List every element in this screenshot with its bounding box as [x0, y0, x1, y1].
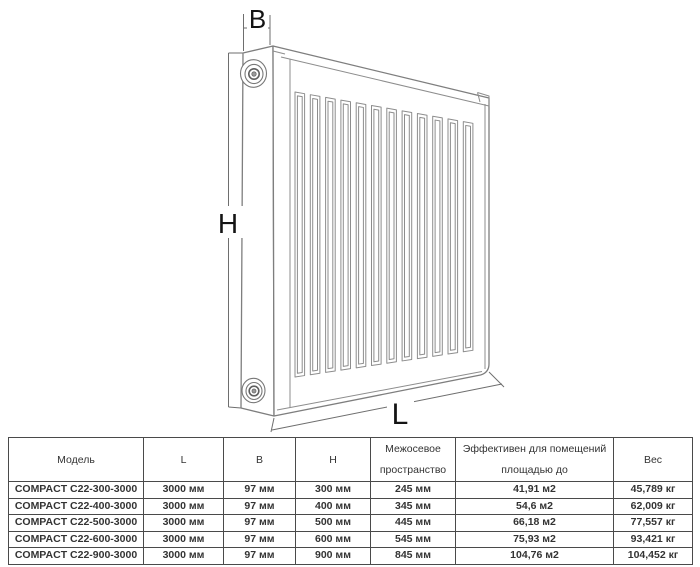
- radiator-fin: [420, 117, 425, 355]
- cell-model: COMPACT C22-500-3000: [9, 515, 144, 532]
- depth-dimension-label: B: [248, 4, 267, 34]
- cell-axial: 845 мм: [371, 548, 456, 565]
- cell-model: COMPACT C22-400-3000: [9, 498, 144, 515]
- column-header-length: L: [144, 438, 224, 482]
- cell-axial: 345 мм: [371, 498, 456, 515]
- cell-weight: 93,421 кг: [614, 531, 693, 548]
- cell-axial: 245 мм: [371, 482, 456, 499]
- spec-row: [9, 498, 693, 515]
- cell-axial: 545 мм: [371, 531, 456, 548]
- header-row: [9, 438, 693, 482]
- header-line-1: Межосевое: [385, 442, 441, 455]
- cell-depth: 97 мм: [224, 531, 296, 548]
- cell-height: 300 мм: [296, 482, 371, 499]
- cell-area: 54,6 м2: [456, 498, 614, 515]
- cell-length: 3000 мм: [144, 498, 224, 515]
- radiator-fin: [297, 96, 302, 373]
- cell-area: 41,91 м2: [456, 482, 614, 499]
- spec-row: [9, 548, 693, 565]
- cell-depth: 97 мм: [224, 498, 296, 515]
- header-line-2: площадью до: [501, 463, 568, 476]
- cell-weight: 62,009 кг: [614, 498, 693, 515]
- cell-length: 3000 мм: [144, 548, 224, 565]
- cell-model: COMPACT C22-300-3000: [9, 482, 144, 499]
- spec-table-header: [9, 438, 693, 482]
- column-header-depth: B: [224, 438, 296, 482]
- radiator-fin: [450, 123, 455, 351]
- cell-depth: 97 мм: [224, 548, 296, 565]
- cell-axial: 445 мм: [371, 515, 456, 532]
- spec-row: [9, 531, 693, 548]
- radiator-fin: [389, 112, 394, 359]
- cell-weight: 77,557 кг: [614, 515, 693, 532]
- cell-model: COMPACT C22-900-3000: [9, 548, 144, 565]
- radiator-fin: [405, 115, 410, 358]
- radiator-fin: [313, 99, 318, 371]
- spec-row: [9, 515, 693, 532]
- radiator-side-face: [241, 46, 274, 416]
- cell-model: COMPACT C22-600-3000: [9, 531, 144, 548]
- spec-table-body: [9, 482, 693, 565]
- radiator-fin: [359, 107, 364, 364]
- cell-height: 400 мм: [296, 498, 371, 515]
- column-header-effective-area: [456, 438, 614, 482]
- cell-length: 3000 мм: [144, 482, 224, 499]
- radiator-fin: [328, 101, 333, 368]
- cell-depth: 97 мм: [224, 482, 296, 499]
- column-header-model: Модель: [9, 438, 144, 482]
- cell-height: 900 мм: [296, 548, 371, 565]
- cell-area: 66,18 м2: [456, 515, 614, 532]
- cell-length: 3000 мм: [144, 515, 224, 532]
- radiator-fin: [374, 109, 379, 361]
- valve-core: [252, 72, 256, 76]
- spec-table: [8, 437, 693, 565]
- radiator-fin: [435, 120, 440, 353]
- cell-weight: 104,452 кг: [614, 548, 693, 565]
- height-dimension-label: H: [217, 208, 239, 239]
- column-header-axial-spacing: [371, 438, 456, 482]
- column-header-weight: Вес: [614, 438, 693, 482]
- cell-weight: 45,789 кг: [614, 482, 693, 499]
- column-header-height: H: [296, 438, 371, 482]
- cell-height: 600 мм: [296, 531, 371, 548]
- spec-row: [9, 482, 693, 499]
- valve-bottom: [242, 378, 265, 402]
- header-line-2: пространство: [379, 463, 447, 476]
- valve-core: [252, 389, 256, 393]
- radiator-fin: [343, 104, 348, 366]
- height-tick-bottom: [229, 407, 242, 408]
- cell-length: 3000 мм: [144, 531, 224, 548]
- cell-area: 104,76 м2: [456, 548, 614, 565]
- header-line-1: Эффективен для помещений: [462, 442, 607, 455]
- cell-height: 500 мм: [296, 515, 371, 532]
- radiator-fin: [466, 125, 471, 348]
- cell-area: 75,93 м2: [456, 531, 614, 548]
- length-dimension-label: L: [391, 398, 409, 431]
- valve-top: [241, 60, 267, 88]
- cell-depth: 97 мм: [224, 515, 296, 532]
